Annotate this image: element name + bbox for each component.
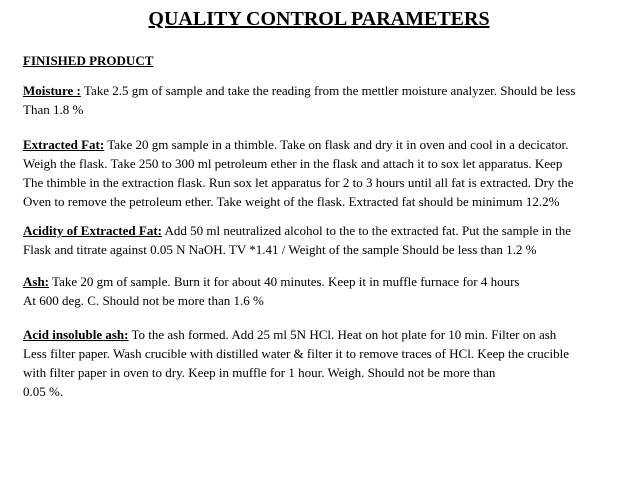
section-line: Less filter paper. Wash crucible with distilled water & filter it to remove traces of HCl. Keep the crucible bbox=[23, 346, 569, 361]
section-label: Acidity of Extracted Fat: bbox=[23, 223, 162, 238]
section-label: Extracted Fat: bbox=[23, 137, 105, 152]
section-acid-insoluble-ash bbox=[23, 325, 569, 401]
section-line: with filter paper in oven to dry. Keep in muffle for 1 hour. Weigh. Should not be more than bbox=[23, 365, 496, 380]
section-ash bbox=[23, 272, 520, 310]
section-line: Extracted Fat: Take 20 gm sample in a thimble. Take on flask and dry it in oven and cool in a decicator. bbox=[23, 137, 569, 152]
subheading: FINISHED PRODUCT bbox=[23, 53, 154, 68]
section-moisture bbox=[23, 81, 575, 119]
section-line: Acid insoluble ash: To the ash formed. Add 25 ml 5N HCl. Heat on hot plate for 10 min. Filter on ash bbox=[23, 327, 557, 342]
section-line: Than 1.8 % bbox=[23, 102, 84, 117]
section-acidity bbox=[23, 221, 571, 259]
section-line: Flask and titrate against 0.05 N NaOH. TV *1.41 / Weight of the sample Should be less than 1.2 % bbox=[23, 242, 537, 257]
page-title: QUALITY CONTROL PARAMETERS bbox=[148, 8, 490, 30]
section-label: Acid insoluble ash: bbox=[23, 327, 129, 342]
section-label: Moisture : bbox=[23, 83, 81, 98]
section-line: Moisture : Take 2.5 gm of sample and take the reading from the mettler moisture analyzer. Should be less bbox=[23, 83, 576, 98]
section-line: Weigh the flask. Take 250 to 300 ml petroleum ether in the flask and attach it to sox let apparatus. Keep bbox=[23, 156, 563, 171]
section-line: 0.05 %. bbox=[23, 384, 64, 399]
section-line: At 600 deg. C. Should not be more than 1.6 % bbox=[23, 293, 264, 308]
section-label: Ash: bbox=[23, 274, 50, 289]
section-line: Acidity of Extracted Fat: Add 50 ml neutralized alcohol to the to the extracted fat. Put the sample in the bbox=[23, 223, 572, 238]
section-line: Oven to remove the petroleum ether. Take weight of the flask. Extracted fat should be minimum 12.2% bbox=[23, 194, 560, 209]
section-line: The thimble in the extraction flask. Run sox let apparatus for 2 to 3 hours until all fat is extracted. Dry the bbox=[23, 175, 574, 190]
section-line: Ash: Take 20 gm of sample. Burn it for about 40 minutes. Keep it in muffle furnace for 4 hours bbox=[23, 274, 520, 289]
section-extracted-fat bbox=[23, 135, 574, 211]
